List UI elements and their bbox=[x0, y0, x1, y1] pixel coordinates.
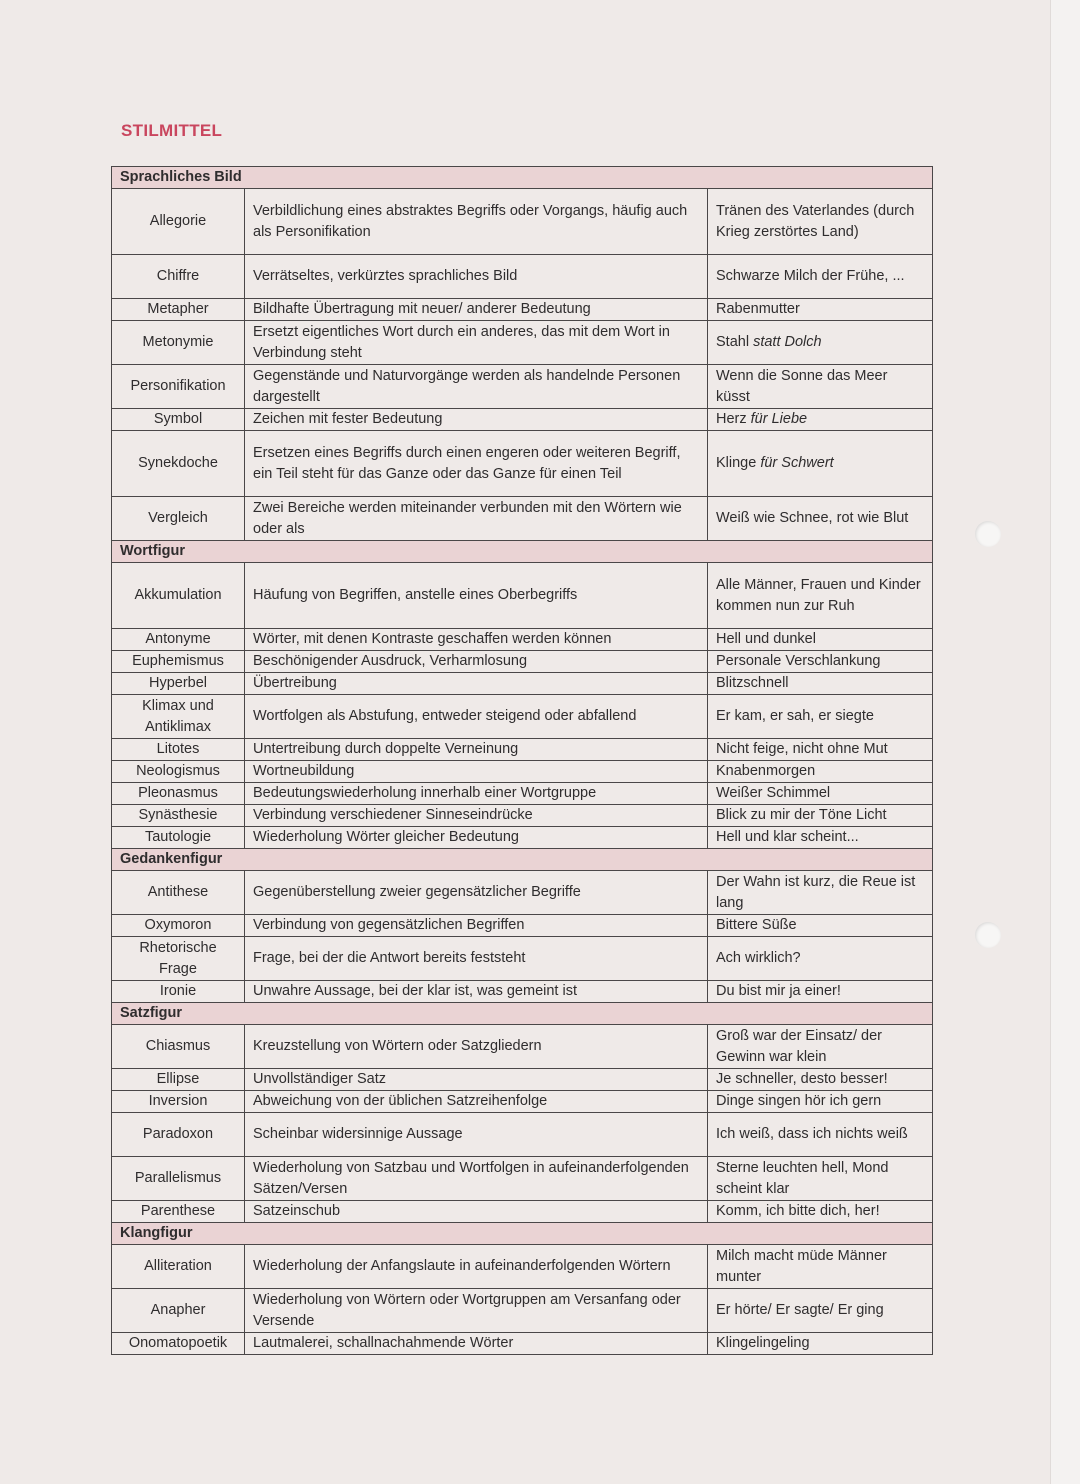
example-cell: Klinge für Schwert bbox=[708, 431, 933, 497]
table-row bbox=[112, 321, 933, 365]
example-cell: Ich weiß, dass ich nichts weiß bbox=[708, 1113, 933, 1157]
paper-edge bbox=[1050, 0, 1080, 1484]
term-cell: Antithese bbox=[112, 871, 245, 915]
section-header-row bbox=[112, 1223, 933, 1245]
table-row bbox=[112, 673, 933, 695]
term-cell: Paradoxon bbox=[112, 1113, 245, 1157]
table-row bbox=[112, 695, 933, 739]
table-row bbox=[112, 1333, 933, 1355]
example-cell: Weißer Schimmel bbox=[708, 783, 933, 805]
table-row bbox=[112, 1201, 933, 1223]
example-cell: Ach wirklich? bbox=[708, 937, 933, 981]
table-row bbox=[112, 189, 933, 255]
definition-cell: Wiederholung Wörter gleicher Bedeutung bbox=[245, 827, 708, 849]
term-cell: Klimax und Antiklimax bbox=[112, 695, 245, 739]
definition-cell: Abweichung von der üblichen Satzreihenfolge bbox=[245, 1091, 708, 1113]
table-row bbox=[112, 651, 933, 673]
term-cell: Parallelismus bbox=[112, 1157, 245, 1201]
table-row bbox=[112, 981, 933, 1003]
section-title: Klangfigur bbox=[112, 1223, 933, 1245]
table-row bbox=[112, 497, 933, 541]
section-title: Wortfigur bbox=[112, 541, 933, 563]
definition-cell: Scheinbar widersinnige Aussage bbox=[245, 1113, 708, 1157]
term-cell: Akkumulation bbox=[112, 563, 245, 629]
section-header-row bbox=[112, 167, 933, 189]
example-cell: Schwarze Milch der Frühe, ... bbox=[708, 255, 933, 299]
table-row bbox=[112, 1025, 933, 1069]
example-cell: Klingelingeling bbox=[708, 1333, 933, 1355]
example-cell: Milch macht müde Männer munter bbox=[708, 1245, 933, 1289]
table-row bbox=[112, 827, 933, 849]
example-cell: Stahl statt Dolch bbox=[708, 321, 933, 365]
term-cell: Rhetorische Frage bbox=[112, 937, 245, 981]
definition-cell: Ersetzt eigentliches Wort durch ein anderes, das mit dem Wort in Verbindung steht bbox=[245, 321, 708, 365]
definition-cell: Gegenüberstellung zweier gegensätzlicher Begriffe bbox=[245, 871, 708, 915]
section-title: Gedankenfigur bbox=[112, 849, 933, 871]
term-cell: Metonymie bbox=[112, 321, 245, 365]
example-cell: Hell und klar scheint... bbox=[708, 827, 933, 849]
term-cell: Tautologie bbox=[112, 827, 245, 849]
table-row bbox=[112, 1091, 933, 1113]
page-title: STILMITTEL bbox=[121, 121, 223, 140]
example-cell: Sterne leuchten hell, Mond scheint klar bbox=[708, 1157, 933, 1201]
example-cell: Wenn die Sonne das Meer küsst bbox=[708, 365, 933, 409]
example-cell: Herz für Liebe bbox=[708, 409, 933, 431]
section-title: Sprachliches Bild bbox=[112, 167, 933, 189]
term-cell: Allegorie bbox=[112, 189, 245, 255]
table-row bbox=[112, 1069, 933, 1091]
example-cell: Weiß wie Schnee, rot wie Blut bbox=[708, 497, 933, 541]
definition-cell: Wörter, mit denen Kontraste geschaffen werden können bbox=[245, 629, 708, 651]
definition-cell: Wortneubildung bbox=[245, 761, 708, 783]
table-row bbox=[112, 783, 933, 805]
term-cell: Anapher bbox=[112, 1289, 245, 1333]
stilmittel-table-body bbox=[112, 167, 933, 1355]
definition-cell: Häufung von Begriffen, anstelle eines Oberbegriffs bbox=[245, 563, 708, 629]
definition-cell: Bildhafte Übertragung mit neuer/ anderer Bedeutung bbox=[245, 299, 708, 321]
term-cell: Synästhesie bbox=[112, 805, 245, 827]
term-cell: Metapher bbox=[112, 299, 245, 321]
example-cell: Hell und dunkel bbox=[708, 629, 933, 651]
term-cell: Euphemismus bbox=[112, 651, 245, 673]
definition-cell: Verbildlichung eines abstraktes Begriffs oder Vorgangs, häufig auch als Personifikation bbox=[245, 189, 708, 255]
term-cell: Oxymoron bbox=[112, 915, 245, 937]
table-row bbox=[112, 255, 933, 299]
example-cell: Rabenmutter bbox=[708, 299, 933, 321]
term-cell: Chiffre bbox=[112, 255, 245, 299]
section-header-row bbox=[112, 849, 933, 871]
term-cell: Vergleich bbox=[112, 497, 245, 541]
definition-cell: Kreuzstellung von Wörtern oder Satzgliedern bbox=[245, 1025, 708, 1069]
example-cell: Er kam, er sah, er siegte bbox=[708, 695, 933, 739]
term-cell: Ellipse bbox=[112, 1069, 245, 1091]
example-cell: Der Wahn ist kurz, die Reue ist lang bbox=[708, 871, 933, 915]
term-cell: Pleonasmus bbox=[112, 783, 245, 805]
section-title: Satzfigur bbox=[112, 1003, 933, 1025]
table-row bbox=[112, 937, 933, 981]
example-cell: Je schneller, desto besser! bbox=[708, 1069, 933, 1091]
table-row bbox=[112, 365, 933, 409]
example-cell: Bittere Süße bbox=[708, 915, 933, 937]
table-row bbox=[112, 431, 933, 497]
table-row bbox=[112, 1289, 933, 1333]
term-cell: Chiasmus bbox=[112, 1025, 245, 1069]
example-cell: Personale Verschlankung bbox=[708, 651, 933, 673]
section-header-row bbox=[112, 1003, 933, 1025]
definition-cell: Zwei Bereiche werden miteinander verbunden mit den Wörtern wie oder als bbox=[245, 497, 708, 541]
punch-hole-top bbox=[975, 521, 1001, 547]
definition-cell: Satzeinschub bbox=[245, 1201, 708, 1223]
definition-cell: Wiederholung von Wörtern oder Wortgruppen am Versanfang oder Versende bbox=[245, 1289, 708, 1333]
example-cell: Knabenmorgen bbox=[708, 761, 933, 783]
definition-cell: Übertreibung bbox=[245, 673, 708, 695]
term-cell: Antonyme bbox=[112, 629, 245, 651]
definition-cell: Verbindung verschiedener Sinneseindrücke bbox=[245, 805, 708, 827]
table-row bbox=[112, 915, 933, 937]
example-cell: Er hörte/ Er sagte/ Er ging bbox=[708, 1289, 933, 1333]
definition-cell: Verbindung von gegensätzlichen Begriffen bbox=[245, 915, 708, 937]
definition-cell: Untertreibung durch doppelte Verneinung bbox=[245, 739, 708, 761]
example-cell: Dinge singen hör ich gern bbox=[708, 1091, 933, 1113]
example-cell: Blick zu mir der Töne Licht bbox=[708, 805, 933, 827]
table-row bbox=[112, 739, 933, 761]
term-cell: Symbol bbox=[112, 409, 245, 431]
definition-cell: Unwahre Aussage, bei der klar ist, was gemeint ist bbox=[245, 981, 708, 1003]
definition-cell: Wiederholung der Anfangslaute in aufeinanderfolgenden Wörtern bbox=[245, 1245, 708, 1289]
definition-cell: Zeichen mit fester Bedeutung bbox=[245, 409, 708, 431]
definition-cell: Unvollständiger Satz bbox=[245, 1069, 708, 1091]
table-row bbox=[112, 805, 933, 827]
term-cell: Alliteration bbox=[112, 1245, 245, 1289]
term-cell: Neologismus bbox=[112, 761, 245, 783]
table-row bbox=[112, 1113, 933, 1157]
term-cell: Parenthese bbox=[112, 1201, 245, 1223]
punch-hole-bottom bbox=[975, 922, 1001, 948]
definition-cell: Frage, bei der die Antwort bereits feststeht bbox=[245, 937, 708, 981]
example-cell: Du bist mir ja einer! bbox=[708, 981, 933, 1003]
term-cell: Ironie bbox=[112, 981, 245, 1003]
table-row bbox=[112, 563, 933, 629]
example-cell: Blitzschnell bbox=[708, 673, 933, 695]
term-cell: Personifikation bbox=[112, 365, 245, 409]
definition-cell: Gegenstände und Naturvorgänge werden als handelnde Personen dargestellt bbox=[245, 365, 708, 409]
table-row bbox=[112, 871, 933, 915]
definition-cell: Bedeutungswiederholung innerhalb einer Wortgruppe bbox=[245, 783, 708, 805]
term-cell: Litotes bbox=[112, 739, 245, 761]
term-cell: Inversion bbox=[112, 1091, 245, 1113]
table-row bbox=[112, 409, 933, 431]
table-row bbox=[112, 761, 933, 783]
table-row bbox=[112, 629, 933, 651]
example-cell: Komm, ich bitte dich, her! bbox=[708, 1201, 933, 1223]
definition-cell: Lautmalerei, schallnachahmende Wörter bbox=[245, 1333, 708, 1355]
definition-cell: Beschönigender Ausdruck, Verharmlosung bbox=[245, 651, 708, 673]
definition-cell: Wiederholung von Satzbau und Wortfolgen in aufeinanderfolgenden Sätzen/Versen bbox=[245, 1157, 708, 1201]
definition-cell: Ersetzen eines Begriffs durch einen engeren oder weiteren Begriff, ein Teil steht für das Ganze oder das Ganze für einen Teil bbox=[245, 431, 708, 497]
example-cell: Nicht feige, nicht ohne Mut bbox=[708, 739, 933, 761]
example-cell: Groß war der Einsatz/ der Gewinn war klein bbox=[708, 1025, 933, 1069]
table-row bbox=[112, 1245, 933, 1289]
definition-cell: Verrätseltes, verkürztes sprachliches Bild bbox=[245, 255, 708, 299]
example-cell: Alle Männer, Frauen und Kinder kommen nun zur Ruh bbox=[708, 563, 933, 629]
term-cell: Synekdoche bbox=[112, 431, 245, 497]
stilmittel-table bbox=[111, 166, 933, 1355]
section-header-row bbox=[112, 541, 933, 563]
term-cell: Onomatopoetik bbox=[112, 1333, 245, 1355]
term-cell: Hyperbel bbox=[112, 673, 245, 695]
definition-cell: Wortfolgen als Abstufung, entweder steigend oder abfallend bbox=[245, 695, 708, 739]
table-row bbox=[112, 1157, 933, 1201]
table-row bbox=[112, 299, 933, 321]
example-cell: Tränen des Vaterlandes (durch Krieg zerstörtes Land) bbox=[708, 189, 933, 255]
